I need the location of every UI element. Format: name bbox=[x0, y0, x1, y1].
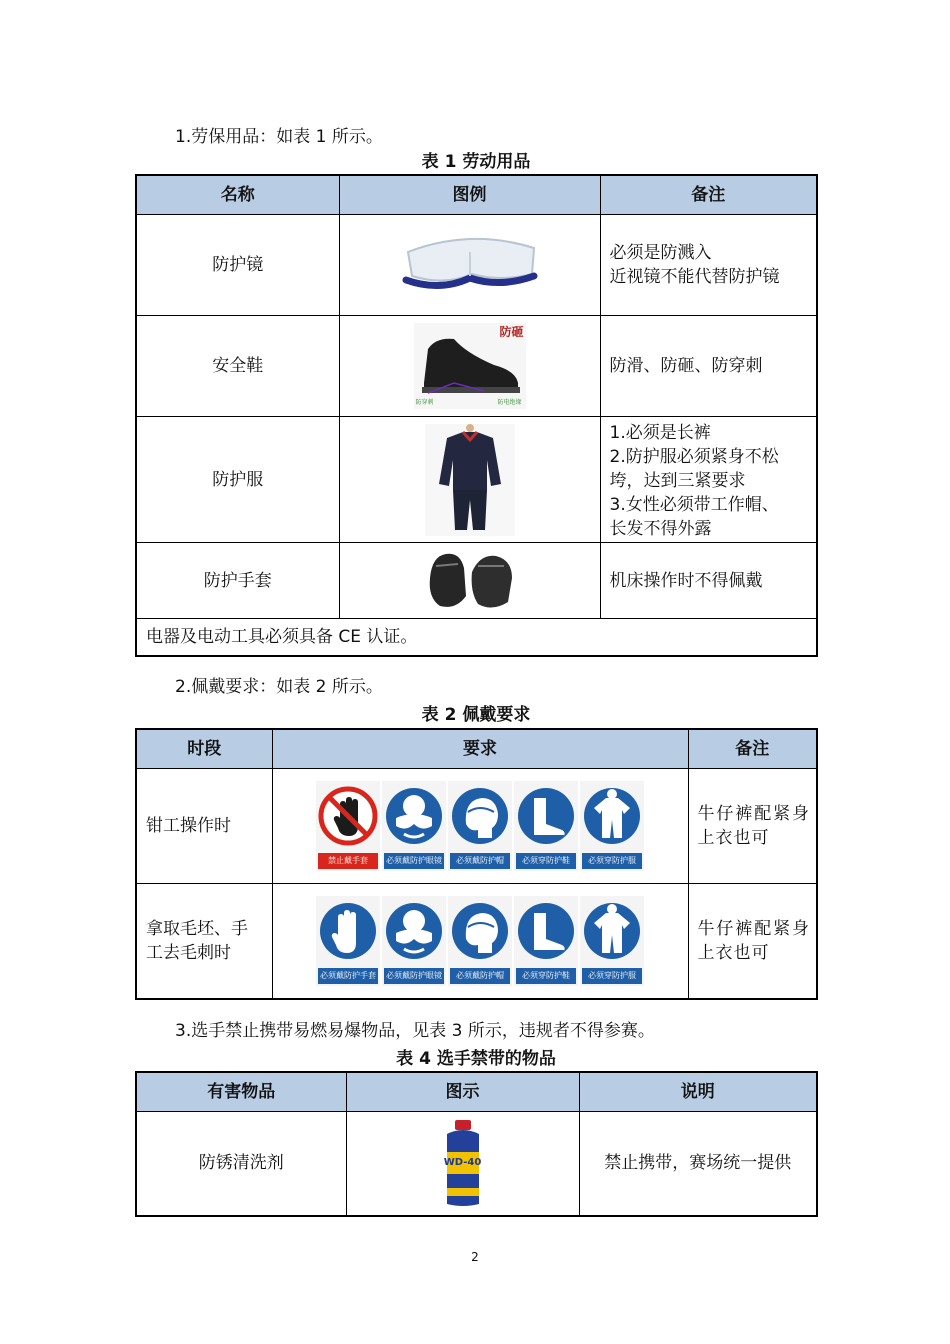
table1-name-cell: 防护镜 bbox=[136, 215, 339, 316]
table-row bbox=[136, 417, 817, 543]
section2-intro: 2.佩戴要求：如表 2 所示。 bbox=[175, 677, 383, 697]
table3-header-item: 有害物品 bbox=[136, 1072, 346, 1112]
goggles-icon bbox=[382, 781, 446, 851]
gloves-image bbox=[339, 543, 600, 619]
table1-caption: 表 1 劳动用品 bbox=[421, 152, 531, 172]
safety-sign bbox=[448, 896, 512, 986]
table1-footer: 电器及电动工具必须具备 CE 认证。 bbox=[136, 619, 817, 656]
table2-period-cell bbox=[136, 769, 272, 884]
helmet-icon bbox=[448, 781, 512, 851]
safety-sign-label: 必须穿防护服 bbox=[582, 968, 642, 984]
shoe-label-insulation: 防电绝缘 bbox=[497, 399, 522, 406]
no-gloves-icon bbox=[316, 781, 380, 851]
safety-sign bbox=[448, 781, 512, 871]
spray-can-image bbox=[346, 1112, 579, 1216]
safety-sign bbox=[382, 781, 446, 871]
safety-sign-label: 必须戴防护帽 bbox=[450, 968, 510, 984]
spray-can-label: WD-40 bbox=[443, 1157, 482, 1169]
table3-note-cell: 禁止携带，赛场统一提供 bbox=[579, 1112, 817, 1216]
safety-sign-label: 必须穿防护服 bbox=[582, 853, 642, 869]
helmet-icon bbox=[448, 896, 512, 966]
table2-caption: 表 2 佩戴要求 bbox=[421, 705, 531, 725]
note-line: 长发不得外露 bbox=[609, 518, 712, 539]
table2-header-period: 时段 bbox=[136, 729, 272, 769]
suit-icon bbox=[580, 896, 644, 966]
table3-caption: 表 4 选手禁带的物品 bbox=[396, 1049, 556, 1069]
table1-note-cell bbox=[600, 215, 817, 316]
table-row bbox=[136, 769, 817, 884]
safety-sign-label: 必须戴防护帽 bbox=[450, 853, 510, 869]
table3-header-image: 图示 bbox=[346, 1072, 579, 1112]
table2-signs-cell bbox=[272, 884, 688, 999]
period-line: 钳工操作时 bbox=[146, 816, 231, 836]
note-line: 必须是防溅入 bbox=[609, 243, 712, 263]
safety-sign-label: 必须戴防护手套 bbox=[318, 968, 378, 984]
table1-header-image: 图例 bbox=[339, 175, 600, 215]
section3-intro: 3.选手禁止携带易燃易爆物品，见表 3 所示，违规者不得参赛。 bbox=[175, 1021, 655, 1041]
table1-note-cell: 机床操作时不得佩戴 bbox=[600, 543, 817, 619]
table1-note-cell bbox=[600, 417, 817, 543]
table1-name-cell: 防护手套 bbox=[136, 543, 339, 619]
table2-header-note: 备注 bbox=[688, 729, 817, 769]
boots-icon bbox=[514, 781, 578, 851]
safety-sign-label: 禁止戴手套 bbox=[318, 853, 378, 869]
safety-shoe-image bbox=[339, 316, 600, 417]
gloves-icon bbox=[316, 896, 380, 966]
table2-note-cell: 牛仔裤配紧身上衣也可 bbox=[688, 884, 817, 999]
period-line: 工去毛刺时 bbox=[146, 942, 231, 963]
safety-sign-label: 必须穿防护鞋 bbox=[516, 853, 576, 869]
note-line: 垮，达到三紧要求 bbox=[609, 470, 746, 491]
table-row bbox=[136, 884, 817, 999]
table3 bbox=[135, 1071, 818, 1217]
safety-sign-label: 必须戴防护眼镜 bbox=[384, 968, 444, 984]
table1-note-cell: 防滑、防砸、防穿刺 bbox=[600, 316, 817, 417]
table3-item-cell: 防锈清洗剂 bbox=[136, 1112, 346, 1216]
table-row bbox=[136, 543, 817, 619]
table2-signs-cell bbox=[272, 769, 688, 884]
table1-header-note: 备注 bbox=[600, 175, 817, 215]
note-line: 2.防护服必须紧身不松 bbox=[609, 446, 779, 467]
note-line: 1.必须是长裤 bbox=[609, 422, 711, 443]
table2-period-cell bbox=[136, 884, 272, 999]
goggles-image bbox=[339, 215, 600, 316]
protective-suit-image bbox=[339, 417, 600, 543]
suit-icon bbox=[580, 781, 644, 851]
table1-name-cell: 安全鞋 bbox=[136, 316, 339, 417]
table1-header-name: 名称 bbox=[136, 175, 339, 215]
period-line: 拿取毛坯、手 bbox=[146, 918, 248, 939]
table2-note-cell: 牛仔裤配紧身上衣也可 bbox=[688, 769, 817, 884]
table1-name-cell: 防护服 bbox=[136, 417, 339, 543]
table-row bbox=[136, 1112, 817, 1216]
goggles-icon bbox=[400, 230, 540, 300]
safety-sign-label: 必须穿防护鞋 bbox=[516, 968, 576, 984]
goggles-icon bbox=[382, 896, 446, 966]
safety-sign bbox=[580, 781, 644, 871]
safety-sign bbox=[580, 896, 644, 986]
shoe-label-puncture: 防穿刺 bbox=[415, 399, 434, 406]
section1-intro: 1.劳保用品：如表 1 所示。 bbox=[175, 127, 383, 147]
note-line: 近视镜不能代替防护镜 bbox=[609, 267, 780, 287]
safety-sign bbox=[316, 896, 380, 986]
note-line: 3.女性必须带工作帽、 bbox=[609, 494, 779, 515]
safety-sign bbox=[382, 896, 446, 986]
shoe-label-anti-smash: 防砸 bbox=[499, 325, 524, 339]
table2 bbox=[135, 728, 818, 1000]
page-number: 2 bbox=[471, 1250, 479, 1264]
table-row bbox=[136, 215, 817, 316]
work-gloves-icon bbox=[420, 548, 520, 614]
safety-sign bbox=[514, 781, 578, 871]
table3-header-note: 说明 bbox=[579, 1072, 817, 1112]
table2-header-requirement: 要求 bbox=[272, 729, 688, 769]
workwear-icon bbox=[425, 424, 515, 536]
boots-icon bbox=[514, 896, 578, 966]
safety-sign bbox=[514, 896, 578, 986]
table1 bbox=[135, 174, 818, 657]
table-row bbox=[136, 316, 817, 417]
safety-sign bbox=[316, 781, 380, 871]
safety-sign-label: 必须戴防护眼镜 bbox=[384, 853, 444, 869]
